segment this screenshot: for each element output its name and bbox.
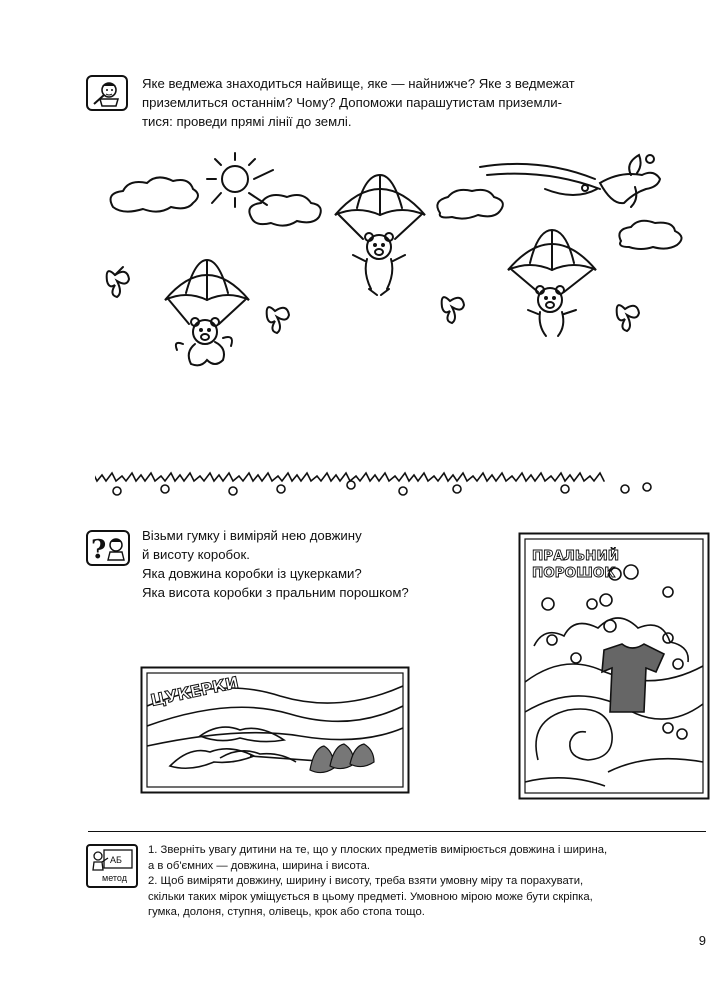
butterfly-icon (442, 297, 464, 323)
task1-line: Яке ведмежа знаходиться найвище, яке — найнижче? Яке з ведмежат (142, 76, 575, 91)
page-number: 9 (698, 933, 706, 948)
method-line: скільки таких мірок уміщується в цьому предметі. Умовною мірою може бути скріпка, (148, 890, 593, 903)
sun-icon (207, 153, 273, 207)
task1-line: тися: проведи прямі лінії до землі. (142, 114, 352, 129)
powder-box-label-line1: ПРАЛЬНИЙ (532, 548, 620, 564)
airplane-icon (480, 155, 660, 207)
task1-line: приземлиться останнім? Чому? Допоможи парашутистам приземли- (142, 95, 563, 110)
parachute-scene (95, 145, 715, 505)
method-text (148, 843, 708, 921)
candy-box (140, 666, 410, 794)
butterfly-icon (107, 267, 129, 297)
butterfly-icon (617, 305, 639, 331)
task2-text (142, 526, 472, 602)
divider (88, 831, 706, 832)
cloud-icon (619, 221, 681, 249)
parachute-bear-low (165, 260, 249, 365)
board-text: АБ (110, 855, 122, 865)
method-line: 1. Зверніть увагу дитини на те, що у плоских предметів вимірюється довжина і ширина, (148, 844, 608, 856)
task2-line: й висоту коробок. (142, 547, 250, 562)
ground-grass (95, 473, 651, 495)
pencil-boy-icon (88, 77, 126, 109)
task2-line: Візьми гумку і виміряй нею довжину (142, 528, 362, 543)
task1-icon (86, 75, 128, 111)
teacher-board-icon (88, 846, 136, 886)
task1-text (142, 74, 712, 131)
candy-box-label: ЦУКЕРКИ (148, 672, 241, 710)
task2-line: Яка довжина коробки із цукерками? (142, 566, 362, 581)
question-mark-boy-icon (88, 532, 128, 564)
method-icon-label: метод (102, 873, 127, 883)
task2-icon (86, 530, 130, 566)
parachute-bear-high (335, 175, 425, 295)
cloud-icon (111, 177, 198, 211)
method-line: гумка, долоня, ступня, олівець, крок або стопа тощо. (148, 906, 425, 918)
svg-text:?: ? (91, 535, 107, 564)
task2-line: Яка висота коробки з пральним порошком? (142, 585, 409, 600)
powder-box-label-line2: ПОРОШОК (532, 565, 616, 581)
butterfly-icon (267, 307, 289, 333)
method-icon-box (86, 844, 138, 888)
method-line: 2. Щоб виміряти довжину, ширину і висоту, треба взяти умовну міру та порахувати, (148, 875, 584, 887)
cloud-icon (437, 190, 503, 219)
parachute-bear-middle (508, 230, 596, 336)
washing-powder-box (518, 532, 710, 800)
method-line: а в об'ємних — довжина, ширина і висота. (148, 859, 371, 872)
